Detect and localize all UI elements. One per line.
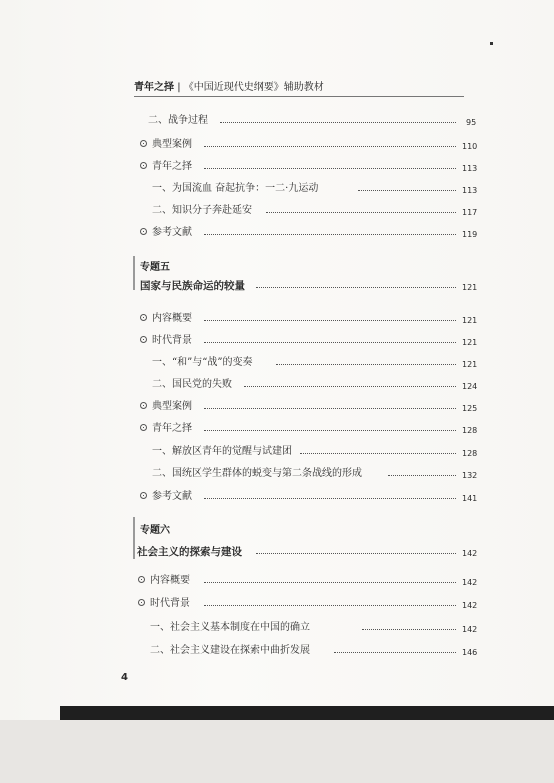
header-subtitle: 《中国近现代史纲要》辅助教材 [183, 82, 324, 93]
circle-bullet-icon [140, 140, 147, 147]
toc-entry-title: 二、知识分子奔赴延安 [152, 205, 252, 216]
toc-page-number: 113 [462, 186, 478, 195]
toc-entry-title: 青年之择 [152, 161, 192, 172]
dot-leader [204, 233, 456, 235]
toc-entry[interactable] [0, 159, 554, 175]
toc-page-number: 121 [462, 316, 478, 325]
toc-entry[interactable] [0, 466, 554, 482]
dot-leader [204, 407, 456, 409]
dot-leader [204, 581, 456, 583]
toc-entry-title: 二、战争过程 [148, 115, 208, 126]
toc-page-number: 95 [466, 118, 477, 127]
toc-page-number: 142 [462, 578, 478, 587]
toc-entry[interactable] [0, 620, 554, 636]
dot-leader [388, 474, 456, 476]
dot-leader [220, 121, 456, 123]
toc-entry-title: 一、社会主义基本制度在中国的确立 [150, 622, 310, 633]
dot-leader [204, 497, 456, 499]
dot-leader [256, 552, 456, 554]
toc-entry[interactable] [0, 596, 554, 612]
dot-leader [256, 286, 456, 288]
toc-entry[interactable] [0, 377, 554, 393]
toc-entry-title: 参考文献 [152, 491, 192, 502]
dot-leader [204, 429, 456, 431]
circle-bullet-icon [140, 228, 147, 235]
topic-title: 国家与民族命运的较量 [140, 280, 245, 292]
toc-entry-title: 典型案例 [152, 401, 192, 412]
toc-entry[interactable] [0, 421, 554, 437]
dot-leader [204, 319, 456, 321]
dot-leader [266, 211, 456, 213]
dot-leader [334, 651, 456, 653]
dot-leader [276, 363, 456, 365]
toc-page-number: 124 [462, 382, 478, 391]
toc-page-number: 132 [462, 471, 478, 480]
circle-bullet-icon [140, 314, 147, 321]
toc-entry[interactable] [0, 573, 554, 589]
toc-entry[interactable] [0, 225, 554, 241]
toc-entry[interactable] [0, 399, 554, 415]
toc-entry-title: 时代背景 [150, 598, 190, 609]
toc-entry-title: 一、为国流血 奋起抗争：一二·九运动 [152, 183, 319, 194]
toc-page-number: 121 [462, 283, 478, 292]
toc-entry[interactable] [0, 489, 554, 505]
scan-dark-edge [60, 706, 554, 720]
toc-page-number: 119 [462, 230, 478, 239]
toc-entry-title: 典型案例 [152, 139, 192, 150]
toc-entry[interactable] [0, 203, 554, 219]
circle-bullet-icon [140, 492, 147, 499]
toc-page-number: 128 [462, 426, 478, 435]
toc-page-number: 142 [462, 549, 478, 558]
header-separator: | [177, 82, 181, 93]
circle-bullet-icon [140, 336, 147, 343]
scan-speck [490, 42, 493, 45]
header-rule [134, 96, 464, 97]
toc-entry-title: 内容概要 [152, 313, 192, 324]
running-header [134, 78, 324, 93]
dot-leader [204, 341, 456, 343]
toc-entry-title: 参考文献 [152, 227, 192, 238]
toc-page-number: 142 [462, 625, 478, 634]
toc-entry-title: 一、“和”与“战”的变奏 [152, 357, 253, 368]
page-number: 4 [121, 672, 128, 683]
circle-bullet-icon [140, 162, 147, 169]
circle-bullet-icon [140, 424, 147, 431]
toc-page-number: 110 [462, 142, 478, 151]
toc-entry-title: 一、解放区青年的觉醒与试建团 [152, 446, 292, 457]
toc-entry[interactable] [0, 333, 554, 349]
circle-bullet-icon [138, 599, 145, 606]
toc-entry[interactable] [0, 643, 554, 659]
toc-entry-title: 二、国统区学生群体的蜕变与第二条战线的形成 [152, 468, 362, 479]
toc-entry[interactable] [0, 355, 554, 371]
circle-bullet-icon [140, 402, 147, 409]
toc-page-number: 125 [462, 404, 478, 413]
toc-entry[interactable] [0, 444, 554, 460]
header-book-title: 青年之择 [134, 82, 174, 93]
toc-page-number: 121 [462, 360, 478, 369]
circle-bullet-icon [138, 576, 145, 583]
dot-leader [300, 452, 456, 454]
toc-topic-entry[interactable] [0, 278, 554, 294]
toc-page-number: 146 [462, 648, 478, 657]
toc-entry-title: 内容概要 [150, 575, 190, 586]
dot-leader [204, 604, 456, 606]
toc-page-number: 142 [462, 601, 478, 610]
dot-leader [244, 385, 456, 387]
topic-title: 社会主义的探索与建设 [137, 546, 242, 558]
toc-page-number: 117 [462, 208, 478, 217]
topic-label: 专题五 [140, 262, 170, 273]
toc-entry-title: 青年之择 [152, 423, 192, 434]
toc-entry-title: 二、国民党的失败 [152, 379, 232, 390]
toc-entry[interactable] [0, 181, 554, 197]
dot-leader [204, 145, 456, 147]
scan-background [0, 720, 554, 783]
toc-entry-title: 二、社会主义建设在探索中曲折发展 [150, 645, 310, 656]
dot-leader [358, 189, 456, 191]
dot-leader [362, 628, 456, 630]
dot-leader [204, 167, 456, 169]
topic-label: 专题六 [140, 525, 170, 536]
toc-page-number: 121 [462, 338, 478, 347]
toc-page-number: 113 [462, 164, 478, 173]
toc-page-number: 141 [462, 494, 478, 503]
toc-entry[interactable] [0, 113, 554, 129]
toc-entry[interactable] [0, 137, 554, 153]
toc-entry[interactable] [0, 311, 554, 327]
toc-topic-entry[interactable] [0, 544, 554, 560]
toc-page-number: 128 [462, 449, 478, 458]
toc-entry-title: 时代背景 [152, 335, 192, 346]
